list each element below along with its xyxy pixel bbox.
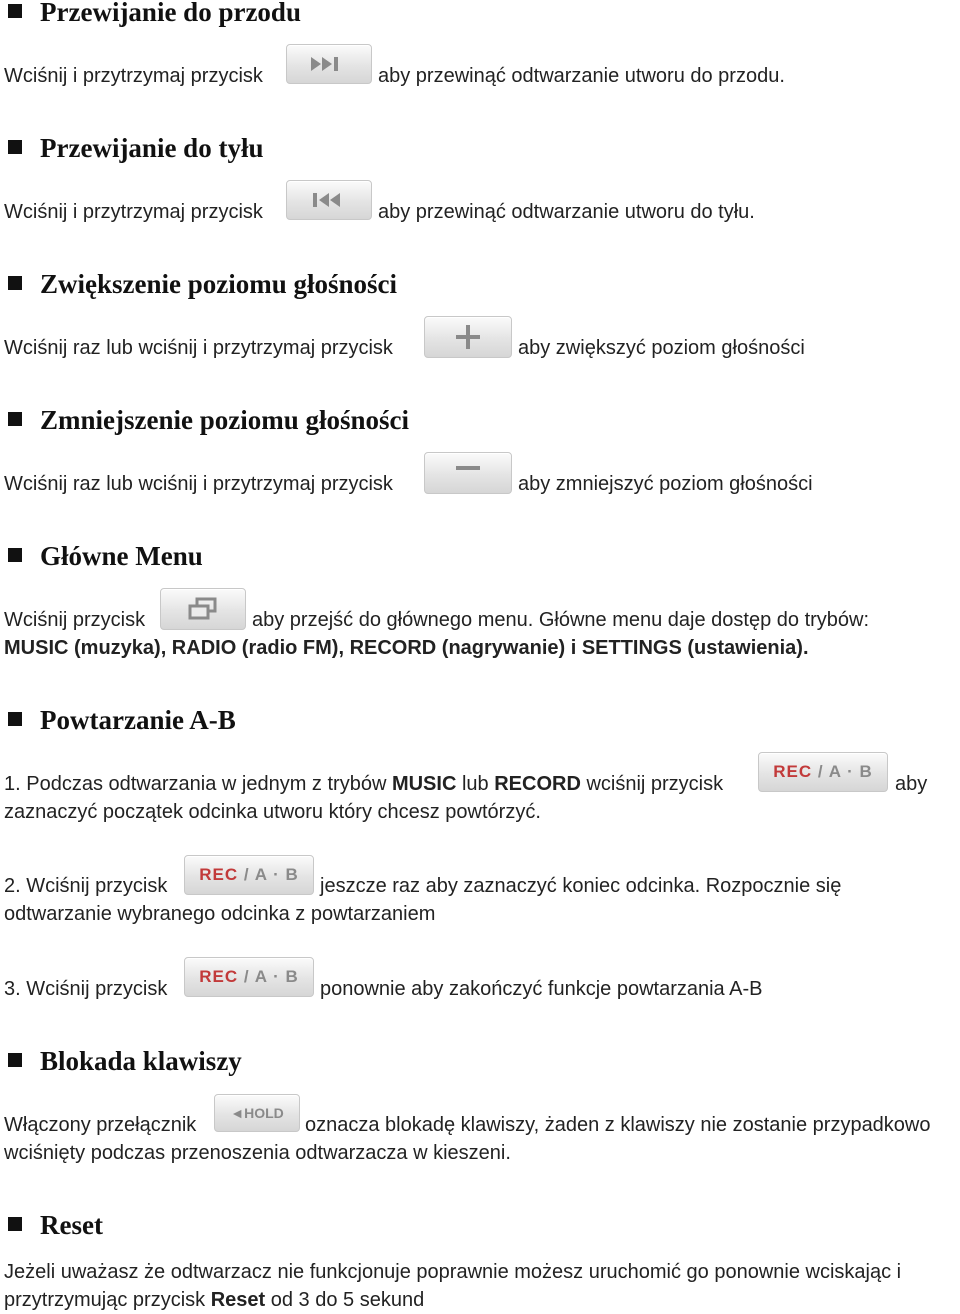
ab-step1-after: aby xyxy=(895,773,928,795)
rec-ab-button xyxy=(184,855,314,895)
section-heading-vol-up xyxy=(8,268,397,300)
vol-up-text-before: Wciśnij raz lub wciśnij i przytrzymaj przycisk xyxy=(4,337,393,359)
rewind-text-after: aby przewinąć odtwarzanie utworu do tyłu. xyxy=(378,201,755,223)
mode-record: RECORD xyxy=(494,773,581,795)
rewind-button xyxy=(286,180,372,220)
ab-step2-line2: odtwarzanie wybranego odcinka z powtarzaniem xyxy=(4,903,436,925)
bullet-square-icon xyxy=(8,276,22,290)
ab-step1-text-b: wciśnij przycisk xyxy=(580,773,724,795)
bullet-square-icon xyxy=(8,1053,22,1067)
ab-step2-after: jeszcze raz aby zaznaczyć koniec odcinka. Rozpocznie się xyxy=(320,875,842,897)
heading-text: Blokada klawiszy xyxy=(40,1046,242,1076)
fast-forward-button xyxy=(286,44,372,84)
reset-line2 xyxy=(4,1286,424,1314)
fast-forward-icon xyxy=(309,55,349,73)
section-heading-ab xyxy=(8,704,236,736)
reset-button-name: Reset xyxy=(210,1289,266,1311)
bullet-square-icon xyxy=(8,412,22,426)
ab-step1-text: 1. Podczas odtwarzania w jednym z trybów xyxy=(4,773,392,795)
rec-label: REC xyxy=(199,967,239,986)
ab-step1-or: lub xyxy=(456,773,495,795)
ab-step3-before: 3. Wciśnij przycisk xyxy=(4,978,168,1000)
rewind-text-before: Wciśnij i przytrzymaj przycisk xyxy=(4,201,263,223)
heading-text: Główne Menu xyxy=(40,541,203,571)
volume-down-button xyxy=(424,452,512,494)
vol-down-text-before: Wciśnij raz lub wciśnij i przytrzymaj przycisk xyxy=(4,473,393,495)
bullet-square-icon xyxy=(8,1217,22,1231)
heading-text: Przewijanie do przodu xyxy=(40,0,301,27)
ab-step3-after: ponownie aby zakończyć funkcje powtarzania A-B xyxy=(320,978,763,1000)
rewind-icon xyxy=(309,191,349,209)
minus-icon xyxy=(453,458,483,488)
bullet-square-icon xyxy=(8,548,22,562)
ab-step1-line2: zaznaczyć początek odcinka utworu który chcesz powtórzyć. xyxy=(4,801,541,823)
menu-text-after: aby przejść do głównego menu. Główne menu daje dostęp do trybów: xyxy=(252,609,870,631)
ab-label: / A · B xyxy=(243,967,299,986)
ab-label: / A · B xyxy=(817,762,873,781)
menu-text-before: Wciśnij przycisk xyxy=(4,609,146,631)
heading-text: Reset xyxy=(40,1210,103,1240)
hold-switch xyxy=(214,1094,300,1132)
ab-step2-before: 2. Wciśnij przycisk xyxy=(4,875,168,897)
section-heading-forward xyxy=(8,0,301,28)
reset-line1: Jeżeli uważasz że odtwarzacz nie funkcjonuje poprawnie możesz uruchomić go ponownie wciskając i xyxy=(4,1261,902,1283)
plus-icon xyxy=(453,322,483,352)
menu-modes-line: MUSIC (muzyka), RADIO (radio FM), RECORD (nagrywanie) i SETTINGS (ustawienia). xyxy=(4,637,809,659)
lock-line2: wciśnięty podczas przenoszenia odtwarzacza w kieszeni. xyxy=(4,1142,511,1164)
heading-text: Zmniejszenie poziomu głośności xyxy=(40,405,409,435)
rec-ab-button xyxy=(758,752,888,792)
reset-line2-text: przytrzymując przycisk xyxy=(4,1289,211,1311)
volume-up-button xyxy=(424,316,512,358)
ab-step1-line1 xyxy=(4,770,723,798)
mode-music: MUSIC xyxy=(391,773,457,795)
lock-text-before: Włączony przełącznik xyxy=(4,1114,197,1136)
ab-label: / A · B xyxy=(243,865,299,884)
vol-up-text-after: aby zwiększyć poziom głośności xyxy=(518,337,805,359)
menu-icon xyxy=(187,597,219,621)
bullet-square-icon xyxy=(8,712,22,726)
section-heading-reset xyxy=(8,1209,103,1241)
forward-text-after: aby przewinąć odtwarzanie utworu do przodu. xyxy=(378,65,785,87)
forward-text-before: Wciśnij i przytrzymaj przycisk xyxy=(4,65,263,87)
lock-text-after: oznacza blokadę klawiszy, żaden z klawiszy nie zostanie przypadkowo xyxy=(305,1114,931,1136)
rec-ab-button xyxy=(184,957,314,997)
reset-line2-text-b: od 3 do 5 sekund xyxy=(265,1289,425,1311)
section-heading-vol-down xyxy=(8,404,409,436)
heading-text: Powtarzanie A-B xyxy=(40,705,236,735)
section-heading-rewind xyxy=(8,132,263,164)
rec-label: REC xyxy=(199,865,239,884)
rec-label: REC xyxy=(773,762,813,781)
hold-label: ◄HOLD xyxy=(230,1105,284,1121)
bullet-square-icon xyxy=(8,140,22,154)
menu-button xyxy=(160,588,246,630)
section-heading-menu xyxy=(8,540,203,572)
bullet-square-icon xyxy=(8,4,22,18)
heading-text: Zwiększenie poziomu głośności xyxy=(40,269,398,299)
vol-down-text-after: aby zmniejszyć poziom głośności xyxy=(518,473,813,495)
heading-text: Przewijanie do tyłu xyxy=(40,133,264,163)
section-heading-lock xyxy=(8,1045,242,1077)
